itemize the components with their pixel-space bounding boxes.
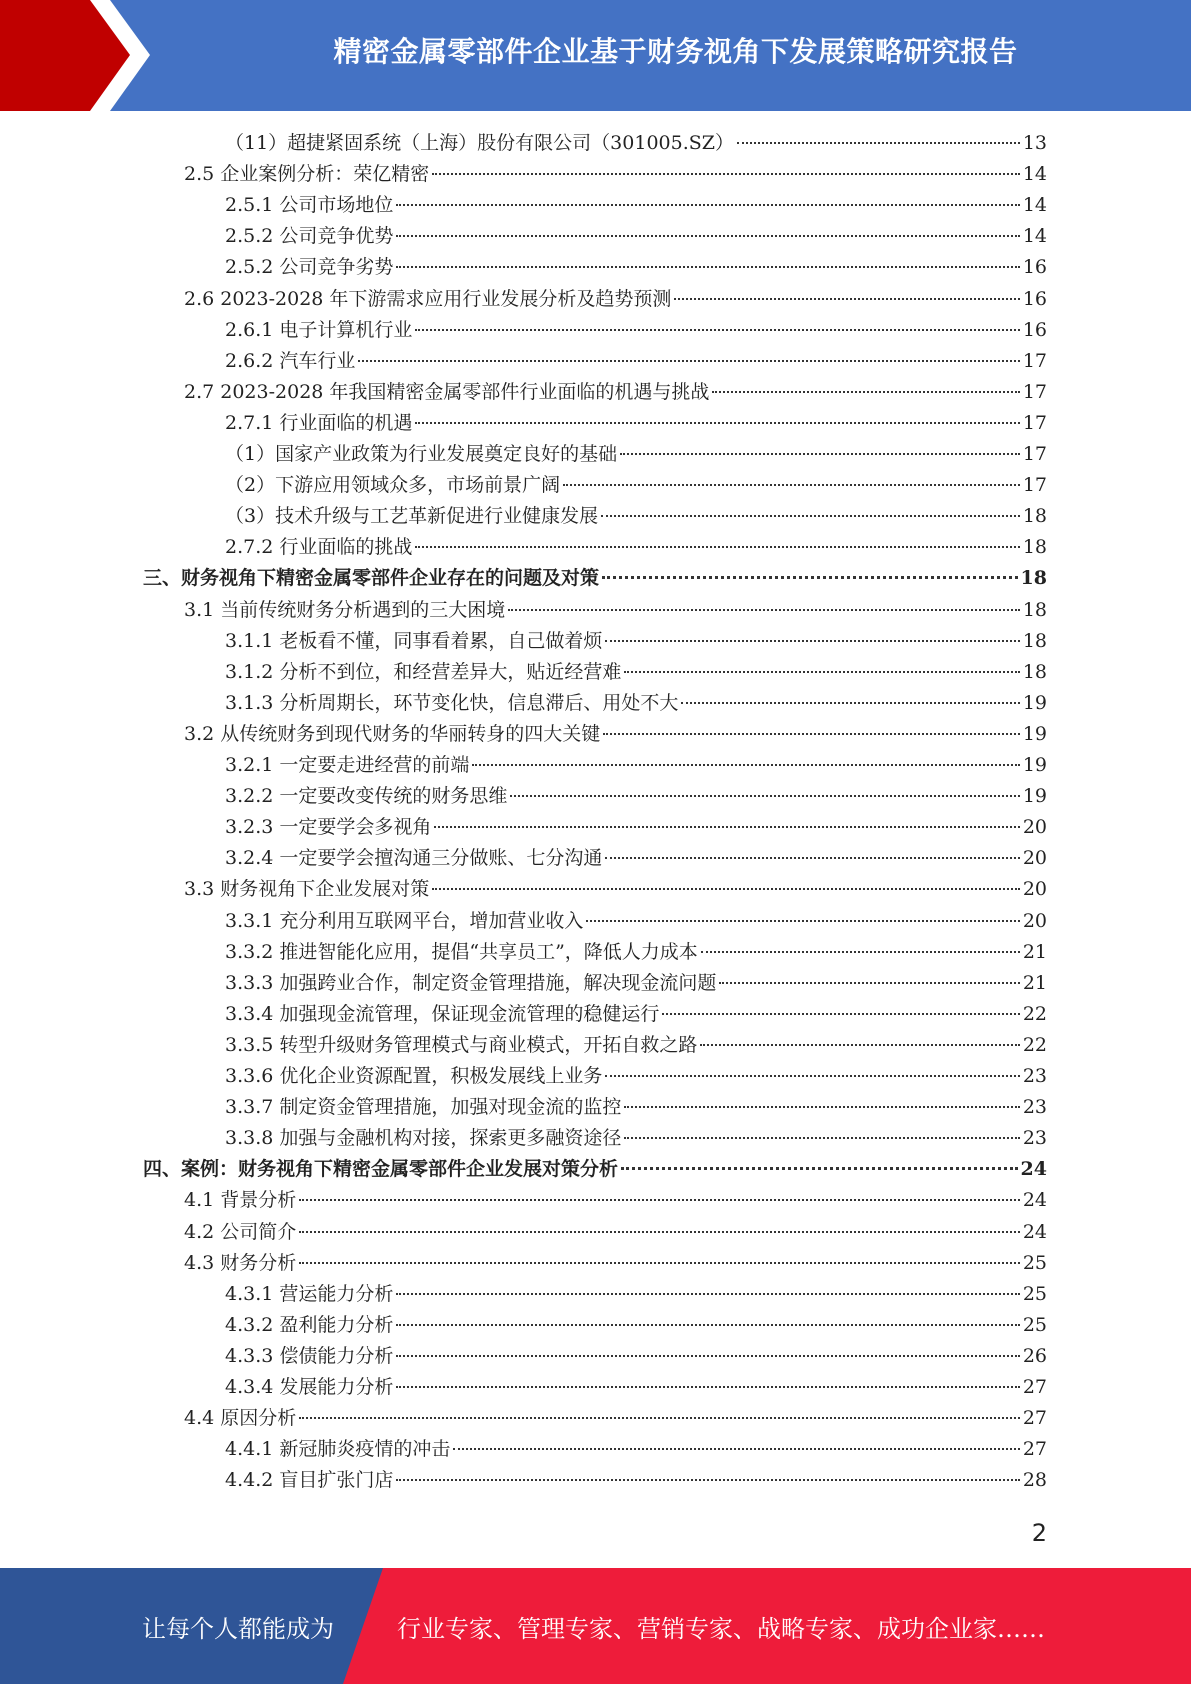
toc-entry[interactable] <box>225 657 1047 687</box>
toc-dot-leader <box>662 1013 1019 1015</box>
toc-entry-title: （2）下游应用领域众多，市场前景广阔 <box>225 474 561 497</box>
toc-dot-leader <box>396 1355 1019 1357</box>
toc-dot-leader <box>719 982 1019 984</box>
toc-entry-title: 3.2.2 一定要改变传统的财务思维 <box>225 785 508 808</box>
toc-dot-leader <box>586 920 1019 922</box>
footer-slogan-right: 行业专家、管理专家、营销专家、战略专家、成功企业家…… <box>397 1614 1045 1643</box>
toc-entry-title: 3.3.7 制定资金管理措施，加强对现金流的监控 <box>225 1096 622 1119</box>
toc-entry[interactable] <box>225 1279 1047 1309</box>
toc-entry-page: 19 <box>1022 691 1047 714</box>
toc-dot-leader <box>620 453 1020 455</box>
toc-entry[interactable] <box>184 284 1047 314</box>
toc-entry[interactable] <box>225 1372 1047 1402</box>
toc-dot-leader <box>299 1417 1020 1419</box>
toc-entry-title: 4.3.2 盈利能力分析 <box>225 1313 394 1336</box>
toc-entry-page: 18 <box>1022 598 1047 621</box>
toc-dot-leader <box>605 640 1019 642</box>
toc-entry-page: 22 <box>1022 1033 1047 1056</box>
toc-entry-title: 4.3.4 发展能力分析 <box>225 1376 394 1398</box>
toc-entry-page: 14 <box>1022 225 1047 248</box>
toc-entry[interactable] <box>225 439 1047 469</box>
toc-entry-page: 23 <box>1022 1096 1047 1119</box>
toc-entry-title: （11）超捷紧固系统（上海）股份有限公司（301005.SZ） <box>225 132 734 154</box>
toc-dot-leader <box>624 1106 1019 1108</box>
toc-entry[interactable] <box>225 1310 1047 1340</box>
toc-entry-title: 3.3.1 充分利用互联网平台，增加营业收入 <box>225 909 584 932</box>
toc-entry-page: 25 <box>1022 1282 1047 1305</box>
toc-entry-title: 4.2 公司简介 <box>184 1220 297 1243</box>
toc-dot-leader <box>737 142 1020 144</box>
toc-dot-leader <box>712 391 1019 393</box>
toc-dot-leader <box>453 1448 1019 1450</box>
toc-entry[interactable] <box>184 1217 1047 1247</box>
toc-entry-page: 20 <box>1022 909 1047 932</box>
toc-entry-page: 14 <box>1022 194 1047 217</box>
toc-dot-leader <box>563 484 1020 486</box>
toc-entry[interactable] <box>225 906 1047 936</box>
toc-entry-title: 3.2 从传统财务到现代财务的华丽转身的四大关键 <box>184 722 601 745</box>
toc-entry-page: 17 <box>1022 349 1047 372</box>
toc-entry-title: 3.1.2 分析不到位，和经营差异大，贴近经营难 <box>225 660 622 683</box>
toc-entry[interactable] <box>225 1341 1047 1371</box>
toc-entry[interactable] <box>225 346 1047 376</box>
toc-entry-title: 3.1 当前传统财务分析遇到的三大困境 <box>184 598 506 621</box>
toc-entry-page: 28 <box>1022 1469 1047 1492</box>
toc-entry[interactable] <box>225 843 1047 873</box>
toc-entry[interactable] <box>225 501 1047 531</box>
toc-entry-title: 3.3.2 推进智能化应用，提倡“共享员工”，降低人力成本 <box>225 940 698 963</box>
toc-entry-page: 21 <box>1022 971 1047 994</box>
toc-entry-page: 23 <box>1022 1127 1047 1150</box>
toc-dot-leader <box>396 204 1019 206</box>
toc-dot-leader <box>603 733 1020 735</box>
toc-entry-title: 三、财务视角下精密金属零部件企业存在的问题及对策 <box>143 567 600 590</box>
toc-entry[interactable] <box>225 1465 1047 1495</box>
toc-entry[interactable] <box>143 1154 1047 1184</box>
toc-entry-page: 27 <box>1022 1438 1047 1461</box>
toc-entry-page: 18 <box>1022 660 1047 683</box>
toc-entry[interactable] <box>225 1092 1047 1122</box>
toc-entry-title: 3.3.3 加强跨业合作，制定资金管理措施，解决现金流问题 <box>225 971 717 994</box>
toc-entry-page: 24 <box>1020 1158 1047 1181</box>
toc-dot-leader <box>624 1137 1019 1139</box>
toc-entry[interactable] <box>225 190 1047 220</box>
toc-entry-page: 21 <box>1022 940 1047 963</box>
toc-entry[interactable] <box>225 315 1047 345</box>
footer-banner <box>0 1568 1191 1684</box>
toc-entry-page: 17 <box>1022 474 1047 497</box>
toc-entry[interactable] <box>225 252 1047 282</box>
toc-dot-leader <box>601 515 1020 517</box>
toc-entry-title: 2.5.2 公司竞争劣势 <box>225 256 394 279</box>
toc-entry-title: 3.3.6 优化企业资源配置，积极发展线上业务 <box>225 1065 603 1087</box>
toc-entry-page: 24 <box>1022 1220 1047 1243</box>
toc-entry-page: 16 <box>1022 256 1047 279</box>
toc-dot-leader <box>415 546 1019 548</box>
toc-entry-title: 3.1.3 分析周期长，环节变化快，信息滞后、用处不大 <box>225 691 679 714</box>
toc-entry-page: 22 <box>1022 1002 1047 1025</box>
toc-dot-leader <box>472 764 1019 766</box>
toc-entry[interactable] <box>225 688 1047 718</box>
toc-entry[interactable] <box>225 750 1047 780</box>
toc-dot-leader <box>624 671 1019 673</box>
toc-entry[interactable] <box>184 1403 1047 1433</box>
toc-dot-leader <box>396 1386 1019 1388</box>
toc-entry-page: 18 <box>1022 629 1047 652</box>
toc-entry[interactable] <box>184 1248 1047 1278</box>
toc-entry-title: 4.3.1 营运能力分析 <box>225 1282 394 1305</box>
toc-entry[interactable] <box>225 1030 1047 1060</box>
toc-entry[interactable] <box>184 874 1047 904</box>
page-number: 2 <box>1031 1519 1047 1547</box>
footer-slogan-left: 让每个人都能成为 <box>142 1614 334 1643</box>
toc-entry-page: 17 <box>1022 380 1047 403</box>
toc-entry-page: 24 <box>1022 1189 1047 1212</box>
toc-entry-page: 19 <box>1022 785 1047 808</box>
toc-entry-page: 16 <box>1022 318 1047 341</box>
toc-dot-leader <box>299 1231 1020 1233</box>
toc-dot-leader <box>602 576 1018 579</box>
toc-entry-title: （3）技术升级与工艺革新促进行业健康发展 <box>225 505 599 528</box>
toc-dot-leader <box>299 1262 1020 1264</box>
toc-entry[interactable] <box>225 812 1047 842</box>
toc-entry-title: 2.6 2023-2028 年下游需求应用行业发展分析及趋势预测 <box>184 287 672 310</box>
toc-dot-leader <box>681 702 1019 704</box>
toc-entry[interactable] <box>225 532 1047 562</box>
toc-dot-leader <box>621 1167 1018 1170</box>
toc-entry-title: 4.4.1 新冠肺炎疫情的冲击 <box>225 1438 451 1461</box>
toc-entry-title: 3.3.8 加强与金融机构对接，探索更多融资途径 <box>225 1127 622 1150</box>
toc-entry-title: 4.3.3 偿债能力分析 <box>225 1344 394 1367</box>
toc-dot-leader <box>700 1044 1019 1046</box>
toc-dot-leader <box>605 1075 1019 1077</box>
toc-entry-title: 3.3 财务视角下企业发展对策 <box>184 878 430 901</box>
toc-dot-leader <box>674 298 1019 300</box>
toc-entry[interactable] <box>143 563 1047 593</box>
toc-dot-leader <box>299 1199 1020 1201</box>
toc-entry-page: 19 <box>1022 754 1047 776</box>
toc-entry-page: 18 <box>1022 505 1047 528</box>
toc-entry[interactable] <box>225 968 1047 998</box>
toc-entry-title: 3.3.5 转型升级财务管理模式与商业模式，开拓自救之路 <box>225 1033 698 1056</box>
toc-entry-title: 2.7 2023-2028 年我国精密金属零部件行业面临的机遇与挑战 <box>184 380 710 403</box>
toc-entry-page: 16 <box>1022 287 1047 310</box>
toc-dot-leader <box>396 1293 1019 1295</box>
toc-dot-leader <box>415 329 1019 331</box>
toc-dot-leader <box>396 266 1019 268</box>
toc-entry-page: 20 <box>1022 816 1047 839</box>
toc-entry[interactable] <box>225 781 1047 811</box>
toc-entry-page: 27 <box>1022 1376 1047 1398</box>
toc-entry-title: 2.7.1 行业面临的机遇 <box>225 411 413 434</box>
toc-entry[interactable] <box>225 408 1047 438</box>
toc-dot-leader <box>605 857 1019 859</box>
toc-entry-title: 四、案例：财务视角下精密金属零部件企业发展对策分析 <box>143 1158 619 1181</box>
toc-entry-title: 3.1.1 老板看不懂，同事看着累，自己做着烦 <box>225 629 603 652</box>
toc-entry[interactable] <box>225 999 1047 1029</box>
toc-entry-title: 2.5.2 公司竞争优势 <box>225 225 394 248</box>
toc-entry[interactable] <box>184 595 1047 625</box>
toc-entry-page: 13 <box>1022 132 1047 154</box>
toc-dot-leader <box>396 235 1019 237</box>
toc-entry-page: 20 <box>1022 847 1047 870</box>
toc-entry[interactable] <box>225 1123 1047 1153</box>
toc-entry-page: 17 <box>1022 443 1047 465</box>
toc-entry-title: 2.5.1 公司市场地位 <box>225 194 394 217</box>
toc-entry[interactable] <box>225 221 1047 251</box>
toc-dot-leader <box>701 951 1020 953</box>
toc-entry-title: 4.4 原因分析 <box>184 1407 297 1430</box>
toc-entry-page: 25 <box>1022 1313 1047 1336</box>
toc-entry-title: 4.3 财务分析 <box>184 1251 297 1274</box>
toc-dot-leader <box>434 826 1019 828</box>
toc-entry[interactable] <box>184 1185 1047 1215</box>
toc-entry[interactable] <box>225 626 1047 656</box>
document-title: 精密金属零部件企业基于财务视角下发展策略研究报告 <box>333 35 1018 68</box>
toc-entry-title: 2.5 企业案例分析：荣亿精密 <box>184 163 430 186</box>
toc-entry-page: 25 <box>1022 1251 1047 1274</box>
toc-entry-title: 4.1 背景分析 <box>184 1189 297 1212</box>
toc-entry-page: 19 <box>1022 722 1047 745</box>
toc-dot-leader <box>432 888 1020 890</box>
toc-dot-leader <box>396 1324 1019 1326</box>
toc-entry[interactable] <box>225 937 1047 967</box>
toc-dot-leader <box>432 173 1020 175</box>
toc-entry[interactable] <box>184 159 1047 189</box>
toc-entry-title: 3.3.4 加强现金流管理，保证现金流管理的稳健运行 <box>225 1002 660 1025</box>
toc-entry-page: 27 <box>1022 1407 1047 1430</box>
toc-entry[interactable] <box>225 128 1047 158</box>
toc-entry-title: 3.2.1 一定要走进经营的前端 <box>225 754 470 776</box>
header-banner <box>0 0 1191 111</box>
toc-entry-page: 20 <box>1022 878 1047 901</box>
toc-entry[interactable] <box>184 377 1047 407</box>
toc-entry-page: 18 <box>1022 536 1047 559</box>
toc-entry[interactable] <box>225 1061 1047 1091</box>
toc-entry-page: 17 <box>1022 411 1047 434</box>
toc-entry-page: 14 <box>1022 163 1047 186</box>
toc-entry[interactable] <box>225 470 1047 500</box>
toc-entry-title: 3.2.4 一定要学会擅沟通三分做账、七分沟通 <box>225 847 603 870</box>
toc-dot-leader <box>508 609 1020 611</box>
toc-entry-page: 18 <box>1020 567 1047 590</box>
toc-entry-title: 4.4.2 盲目扩张门店 <box>225 1469 394 1492</box>
toc-dot-leader <box>396 1479 1019 1481</box>
toc-entry[interactable] <box>184 719 1047 749</box>
toc-dot-leader <box>358 360 1019 362</box>
toc-entry-page: 26 <box>1022 1344 1047 1367</box>
toc-entry-title: （1）国家产业政策为行业发展奠定良好的基础 <box>225 443 618 465</box>
toc-entry-title: 2.6.2 汽车行业 <box>225 349 356 372</box>
toc-entry[interactable] <box>225 1434 1047 1464</box>
toc-dot-leader <box>510 795 1019 797</box>
toc-entry-title: 3.2.3 一定要学会多视角 <box>225 816 432 839</box>
toc-dot-leader <box>415 422 1019 424</box>
toc-entry-title: 2.7.2 行业面临的挑战 <box>225 536 413 559</box>
toc-entry-title: 2.6.1 电子计算机行业 <box>225 318 413 341</box>
toc-entry-page: 23 <box>1022 1065 1047 1087</box>
